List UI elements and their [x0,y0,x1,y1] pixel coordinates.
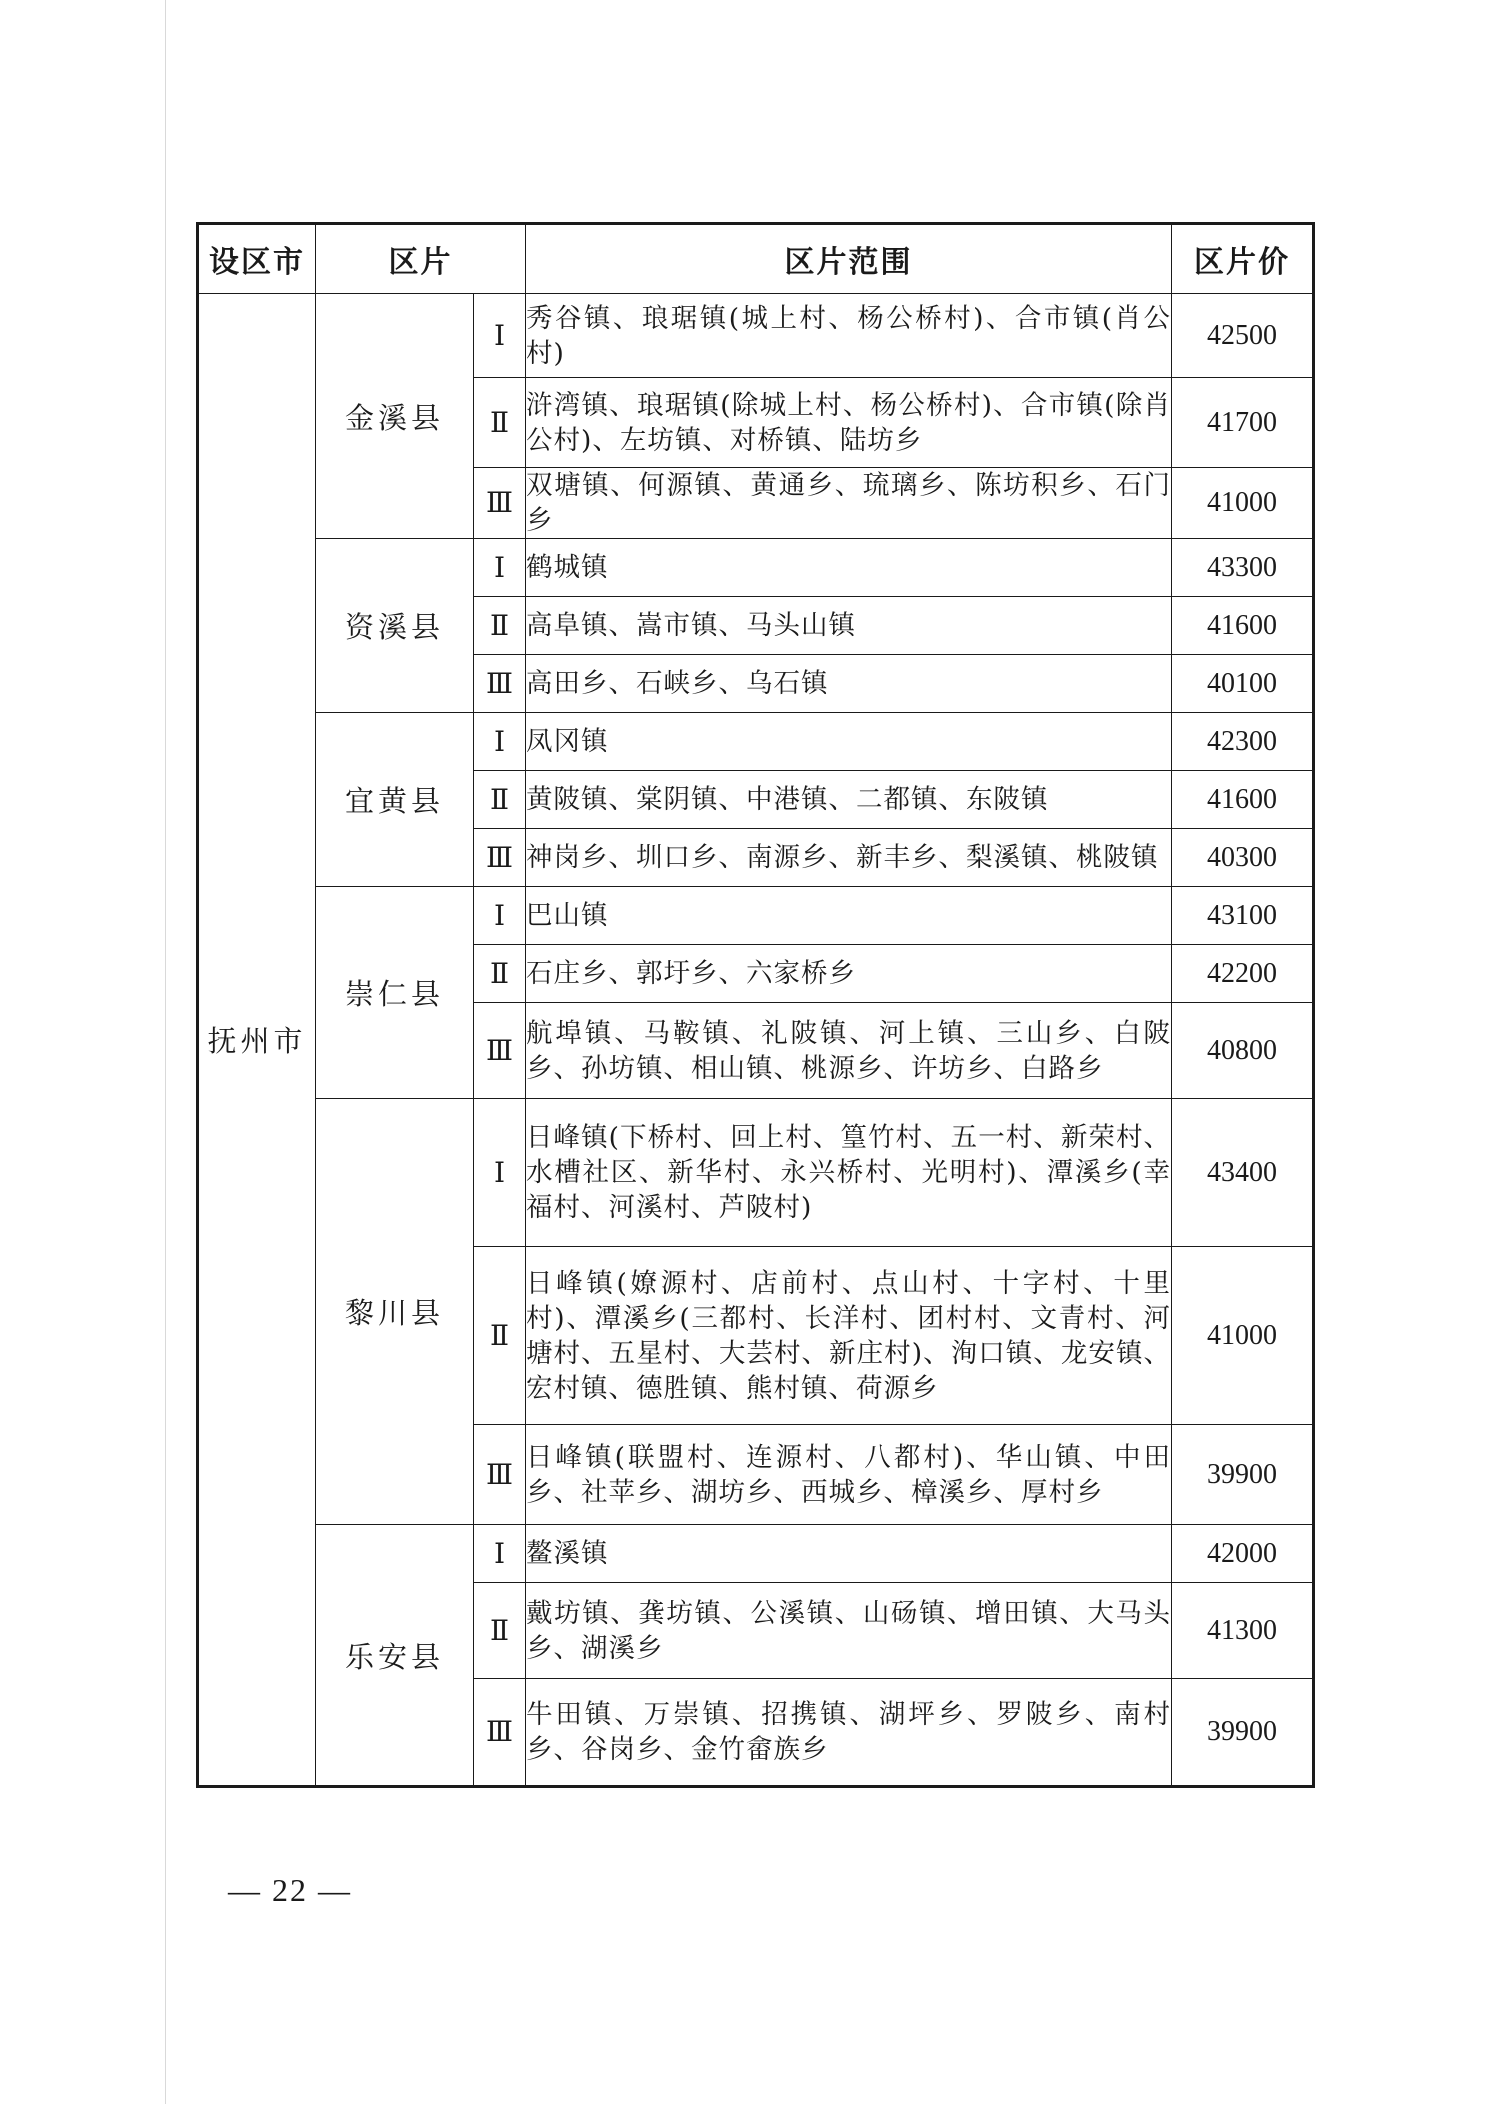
zone-range-cell: 日峰镇(嫽源村、店前村、点山村、十字村、十里村)、潭溪乡(三都村、长洋村、团村村、文青村、河塘村、五星村、大芸村、新庄村)、洵口镇、龙安镇、宏村镇、德胜镇、熊村镇、荷源乡 [526,1247,1172,1425]
county-cell: 黎川县 [316,1099,474,1525]
zone-price-cell: 41600 [1172,771,1314,829]
zone-range-cell: 浒湾镇、琅琚镇(除城上村、杨公桥村)、合市镇(除肖公村)、左坊镇、对桥镇、陆坊乡 [526,378,1172,468]
table-header-row [198,224,1314,294]
zone-range-cell: 航埠镇、马鞍镇、礼陂镇、河上镇、三山乡、白陂乡、孙坊镇、相山镇、桃源乡、许坊乡、白路乡 [526,1003,1172,1099]
table-row [198,1099,1314,1247]
zone-range-cell: 高田乡、石峡乡、乌石镇 [526,655,1172,713]
county-cell: 乐安县 [316,1525,474,1787]
table-body [198,294,1314,1787]
header-zone: 区片 [316,224,526,294]
zone-range-cell: 黄陂镇、棠阴镇、中港镇、二都镇、东陂镇 [526,771,1172,829]
zone-range-cell: 日峰镇(下桥村、回上村、篁竹村、五一村、新荣村、水槽社区、新华村、永兴桥村、光明村)、潭溪乡(幸福村、河溪村、芦陂村) [526,1099,1172,1247]
county-cell: 资溪县 [316,539,474,713]
zone-grade-cell: Ⅱ [474,378,526,468]
zone-grade-cell: Ⅱ [474,1247,526,1425]
table-row [198,713,1314,771]
zone-price-cell: 43100 [1172,887,1314,945]
zone-grade-cell: Ⅰ [474,539,526,597]
zone-range-cell: 高阜镇、嵩市镇、马头山镇 [526,597,1172,655]
zone-range-cell: 戴坊镇、龚坊镇、公溪镇、山砀镇、增田镇、大马头乡、湖溪乡 [526,1583,1172,1679]
header-range: 区片范围 [526,224,1172,294]
zone-range-cell: 鳌溪镇 [526,1525,1172,1583]
zone-range-cell: 日峰镇(联盟村、连源村、八都村)、华山镇、中田乡、社苹乡、湖坊乡、西城乡、樟溪乡、厚村乡 [526,1425,1172,1525]
zone-price-cell: 41700 [1172,378,1314,468]
zone-price-cell: 40100 [1172,655,1314,713]
page-number: — 22 — [228,1872,352,1908]
zone-price-cell: 42200 [1172,945,1314,1003]
zone-grade-cell: Ⅲ [474,829,526,887]
county-cell: 崇仁县 [316,887,474,1099]
zone-range-cell: 石庄乡、郭圩乡、六家桥乡 [526,945,1172,1003]
zone-price-cell: 43300 [1172,539,1314,597]
zone-price-cell: 41600 [1172,597,1314,655]
zone-grade-cell: Ⅰ [474,887,526,945]
zone-price-cell: 40300 [1172,829,1314,887]
county-cell: 金溪县 [316,294,474,539]
zone-range-cell: 牛田镇、万崇镇、招携镇、湖坪乡、罗陂乡、南村乡、谷岗乡、金竹畲族乡 [526,1679,1172,1787]
zone-price-cell: 43400 [1172,1099,1314,1247]
zone-grade-cell: Ⅰ [474,294,526,378]
zone-price-cell: 42000 [1172,1525,1314,1583]
header-price: 区片价 [1172,224,1314,294]
table-row [198,887,1314,945]
zone-grade-cell: Ⅱ [474,771,526,829]
zone-range-cell: 鹤城镇 [526,539,1172,597]
zone-range-cell: 神岗乡、圳口乡、南源乡、新丰乡、梨溪镇、桃陂镇 [526,829,1172,887]
table-row [198,539,1314,597]
zone-price-cell: 41000 [1172,468,1314,539]
zone-range-cell: 凤冈镇 [526,713,1172,771]
zone-grade-cell: Ⅲ [474,655,526,713]
zone-grade-cell: Ⅱ [474,945,526,1003]
table-row [198,1525,1314,1583]
zone-grade-cell: Ⅲ [474,1425,526,1525]
zone-range-cell: 双塘镇、何源镇、黄通乡、琉璃乡、陈坊积乡、石门乡 [526,468,1172,539]
zone-range-cell: 秀谷镇、琅琚镇(城上村、杨公桥村)、合市镇(肖公村) [526,294,1172,378]
zone-price-cell: 39900 [1172,1425,1314,1525]
zone-grade-cell: Ⅱ [474,1583,526,1679]
zone-grade-cell: Ⅰ [474,1525,526,1583]
zone-price-cell: 41300 [1172,1583,1314,1679]
zone-price-table [196,222,1315,1788]
page-edge-line [165,0,166,2104]
zone-grade-cell: Ⅲ [474,468,526,539]
zone-range-cell: 巴山镇 [526,887,1172,945]
city-cell: 抚州市 [198,294,316,1787]
zone-price-cell: 42500 [1172,294,1314,378]
county-cell: 宜黄县 [316,713,474,887]
header-city: 设区市 [198,224,316,294]
zone-price-cell: 40800 [1172,1003,1314,1099]
zone-grade-cell: Ⅱ [474,597,526,655]
zone-price-cell: 39900 [1172,1679,1314,1787]
zone-price-cell: 41000 [1172,1247,1314,1425]
zone-grade-cell: Ⅲ [474,1003,526,1099]
zone-grade-cell: Ⅰ [474,1099,526,1247]
zone-grade-cell: Ⅲ [474,1679,526,1787]
table-row [198,294,1314,378]
zone-price-cell: 42300 [1172,713,1314,771]
zone-grade-cell: Ⅰ [474,713,526,771]
